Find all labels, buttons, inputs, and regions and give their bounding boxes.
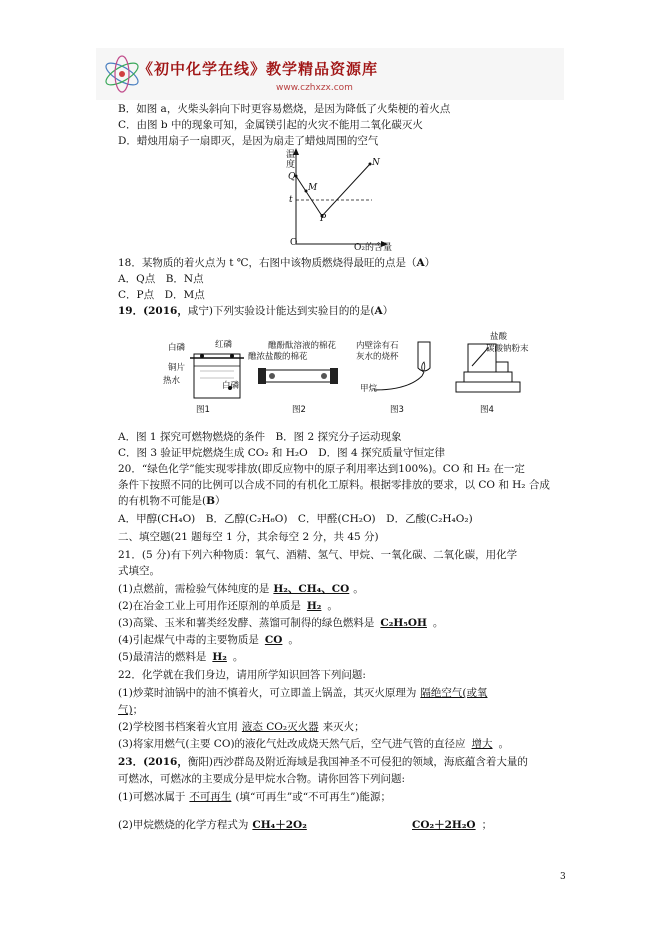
header-title: 《初中化学在线》教学精品资源库 <box>138 60 379 78</box>
q22-item-1-cont: 气)； <box>118 704 144 716</box>
q21-item-2: (2)在冶金工业上可用作还原剂的单质是 H₂ 。 <box>118 600 338 612</box>
fig1-white-phosphorus-2: 白磷 <box>222 381 240 391</box>
q19-options-1: A．图 1 探究可燃物燃烧的条件 B．图 2 探究分子运动现象 <box>118 431 402 443</box>
q22-item-3: (3)将家用燃气(主要 CO)的液化气灶改成烧天然气后，空气进气管的直径应 增大 。 <box>118 738 510 750</box>
q18-text: 18．某物质的着火点为 t ℃，右图中该物质燃烧得最旺的点是（A） <box>118 257 436 269</box>
header-url: www.czhxzx.com <box>276 83 353 93</box>
fig3-caption: 图3 <box>390 405 404 415</box>
page-number: 3 <box>560 872 566 882</box>
fig4-label-na2co3: 碳酸钠粉末 <box>486 344 529 354</box>
q21-line-1: 21．(5 分)有下列六种物质：氧气、酒精、氢气、甲烷、一氧化碳、二氧化碳，用化学 <box>118 549 518 561</box>
q23-item-2-right: CO₂＋2H₂O ； <box>412 819 493 831</box>
q23-item-1: (1)可燃冰属于 不可再生 (填“可再生”或“不可再生”)能源； <box>118 791 392 803</box>
fig1-copper-sheet: 铜片 <box>168 363 186 373</box>
graph-y-label: 温度 <box>286 150 296 170</box>
fig1-hot-water: 热水 <box>163 376 181 386</box>
fig2-caption: 图2 <box>292 405 306 415</box>
q21-item-5: (5)最清洁的燃料是 H₂ 。 <box>118 651 244 663</box>
q23-item-2: (2)甲烷燃烧的化学方程式为 CH₄＋2O₂ <box>118 819 307 831</box>
q20-options: A．甲醇(CH₄O) B．乙醇(C₂H₆O) C．甲醛(CH₂O) D．乙酸(C₂H₄O₂) <box>118 513 473 525</box>
q21-item-4: (4)引起煤气中毒的主要物质是 CO 。 <box>118 634 299 646</box>
q22-item-1: (1)炒菜时油锅中的油不慎着火，可立即盖上锅盖，其灭火原理为 隔绝空气(或氧 <box>118 687 488 699</box>
fig2-label-hcl: 醮浓盐酸的棉花 <box>248 352 308 362</box>
option-c: C．由图 b 中的现象可知，金属镁引起的火灾不能用二氧化碳灭火 <box>118 119 423 131</box>
q18-options-1: A．Q点 B．N点 <box>118 273 204 285</box>
option-d: D．蜡烛用扇子一扇即灭，是因为扇走了蜡烛周围的空气 <box>118 135 379 147</box>
q20-line-1: 20．“绿色化学”能实现零排放(即反应物中的原子利用率达到100%)。CO 和 H₂ 在一定 <box>118 463 525 475</box>
fig4-label-hcl: 盐酸 <box>490 332 508 342</box>
graph-point-p: P <box>320 214 327 224</box>
section-2-heading: 二、填空题(21 题每空 1 分，其余每空 2 分，共 45 分) <box>118 531 379 543</box>
graph-point-q: Q <box>288 172 296 182</box>
fig1-red-phosphorus: 红磷 <box>215 340 233 350</box>
q19-options-2: C．图 3 验证甲烷燃烧生成 CO₂ 和 H₂O D．图 4 探究质量守恒定律 <box>118 447 446 459</box>
graph-point-m: M <box>308 183 318 193</box>
graph-origin: O <box>290 238 298 248</box>
fig2-label-phenolphthalein: 醮酚酞溶液的棉花 <box>268 341 337 351</box>
q20-line-3: 的有机物不可能是(B） <box>118 495 226 507</box>
q21-item-3: (3)高粱、玉米和薯类经发酵、蒸馏可制得的绿色燃料是 C₂H₅OH 。 <box>118 617 444 629</box>
q23-line-1: 23．(2016，衡阳)西沙群岛及附近海域是我国神圣不可侵犯的领域，海底蕴含着大量的 <box>118 756 528 768</box>
q23-line-2: 可燃冰，可燃冰的主要成分是甲烷水合物。请你回答下列问题: <box>118 773 406 785</box>
q22-item-2: (2)学校图书档案着火宜用 液态 CO₂灭火器 来灭火； <box>118 721 365 733</box>
option-b: B．如图 a，火柴头斜向下时更容易燃烧，是因为降低了火柴梗的着火点 <box>118 103 451 115</box>
fig4-caption: 图4 <box>480 405 494 415</box>
q18-options-2: C．P点 D．M点 <box>118 289 205 301</box>
q20-line-2: 条件下按照不同的比例可以合成不同的有机化工原料。根据零排放的要求，以 CO 和 H₂ 合成 <box>118 479 550 491</box>
figure-2-drawing <box>258 364 340 386</box>
fig1-white-phosphorus: 白磷 <box>168 343 186 353</box>
fig3-methane: 甲烷 <box>360 384 378 394</box>
graph-x-label: O₂的含量 <box>354 243 392 253</box>
fig1-caption: 图1 <box>196 405 210 415</box>
fig3-label-2: 灰水的烧杯 <box>356 352 399 362</box>
graph-point-n: N <box>372 158 380 168</box>
fig3-label-1: 内壁涂有石 <box>356 341 399 351</box>
q21-item-1: (1)点燃前，需检验气体纯度的是 H₂、CH₄、CO 。 <box>118 583 364 595</box>
q19-text: 19．(2016，咸宁)下列实验设计能达到实验目的的是(A） <box>118 305 394 317</box>
q22-line-1: 22．化学就在我们身边，请用所学知识回答下列问题: <box>118 669 366 681</box>
graph-t-label: t <box>289 195 293 205</box>
q21-line-2: 式填空。 <box>118 565 160 577</box>
